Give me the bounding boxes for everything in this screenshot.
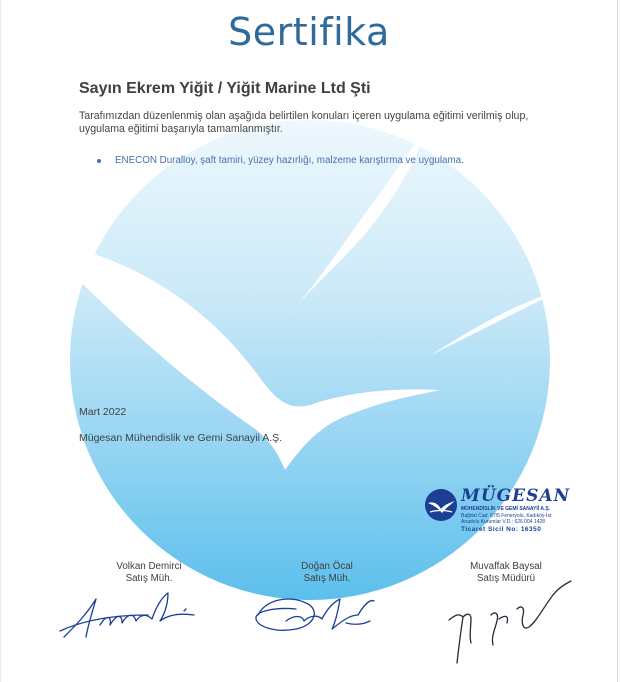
signatory-role: Satış Müh.: [125, 573, 173, 584]
intro-paragraph: Tarafımızdan düzenlenmiş olan aşağıda belirtilen konuları içeren uygulama eğitimi verilmiş olup, uygulama eğitimi başarıyla tamamlanmıştır.: [79, 110, 529, 135]
topic-text: ENECON Duralloy, şaft tamiri, yüzey hazırlığı, malzeme karıştırma ve uygulama.: [115, 155, 464, 166]
stamp-line-4: Ticaret Sicil No: 16350: [461, 526, 542, 533]
topic-item: [97, 155, 464, 166]
certificate-title: Sertifika: [228, 10, 390, 54]
signatory-name: Volkan Demirci: [116, 561, 182, 572]
stamp-line-3: Anadolu Kurumlar V.D.: 626 004 1428: [461, 519, 546, 525]
signature-3-image: [441, 575, 581, 670]
company-stamp: [421, 486, 581, 542]
signatory-role: Satış Müh.: [303, 573, 351, 584]
mugesan-logo-icon: [424, 488, 458, 522]
issue-date: Mart 2022: [79, 406, 127, 418]
signatory-1: [79, 561, 219, 585]
recipient-name: Sayın Ekrem Yiğit / Yiğit Marine Ltd Şti: [79, 80, 371, 97]
topic-list: [97, 155, 464, 166]
signatory-name: Doğan Öcal: [301, 561, 353, 572]
stamp-line-1: MÜHENDİSLİK VE GEMİ SANAYİİ A.Ş.: [461, 506, 551, 512]
signature-1-image: [56, 585, 206, 645]
bullet-dot-icon: [97, 159, 101, 163]
signatory-2: [257, 561, 397, 585]
signatory-role: Satış Müdürü: [476, 573, 536, 584]
stamp-line-2: Bağdat Cad. 67/5 Feneryolu, Kadıköy-İst: [461, 513, 552, 519]
issuer-company: Mügesan Mühendislik ve Gemi Sanayii A.Ş.: [79, 432, 283, 444]
stamp-company-name: MÜGESAN: [461, 486, 571, 506]
signatory-name: Muvaffak Baysal: [470, 561, 542, 572]
signature-2-image: [246, 585, 381, 645]
